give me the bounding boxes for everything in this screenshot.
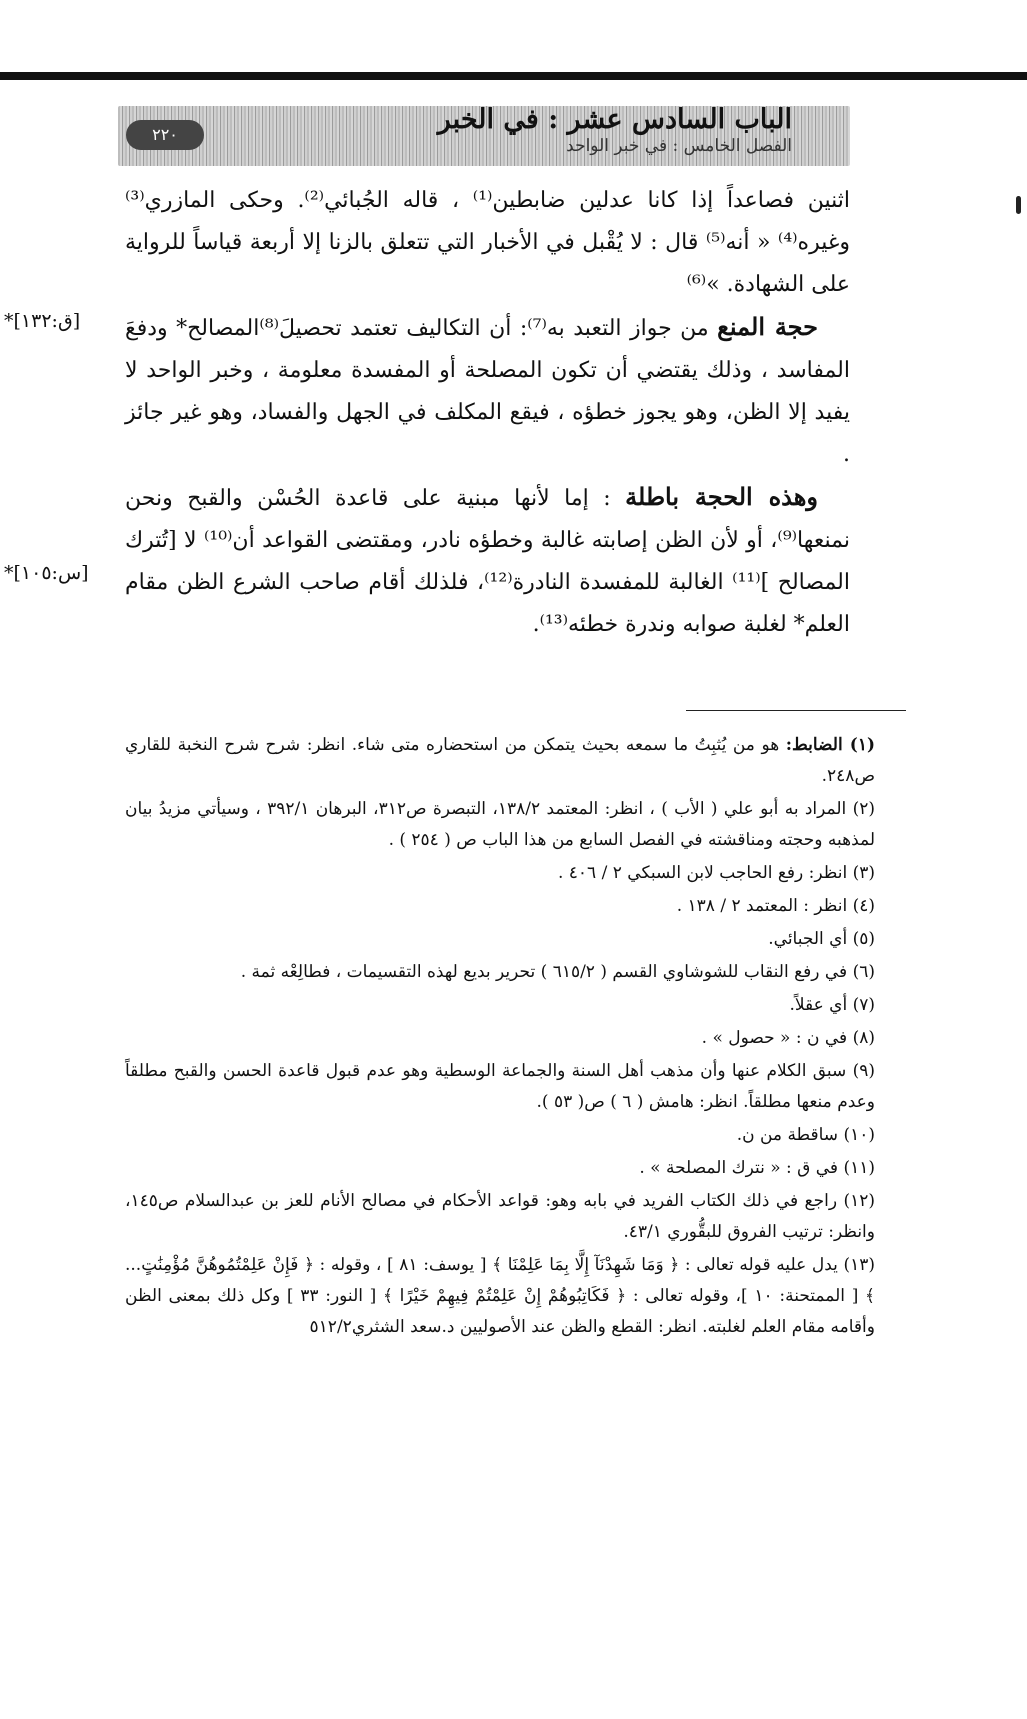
footnote-13: (١٣) يدل عليه قوله تعالى : ﴿ وَمَا شَهِدْنَآ إِلَّا بِمَا عَلِمْنَا ﴾ [ يوسف: ٨١ ] ، وقوله : ﴿ فَإِنْ عَلِمْتُمُوهُنَّ مُؤْمِنَٰتٍ... ﴾ [ الممتحنة: ١٠ ]، وقوله تعالى : ﴿ فَكَاتِبُوهُمْ إِنْ عَلِمْتُمْ فِيهِمْ خَيْرًا ﴾ [ النور: ٣٣ ] وكل ذلك بمعنى الظن وأقامه مقام العلم لغلبته. انظر: القطع والظن عند الأصوليين د.سعد الشثري٥١٢/٢ <box>125 1255 876 1337</box>
footnote-9: (٩) سبق الكلام عنها وأن مذهب أهل السنة والجماعة الوسطية وهو عدم قبول قاعدة الحسن والقبح مطلقاً وعدم منعها مطلقاً. انظر: هامش ( ٦ ) ص( ٥٣ ). <box>125 1061 875 1112</box>
chapter-title: الباب السادس عشر : في الخبر <box>437 104 792 135</box>
footnote-3: (٣) انظر: رفع الحاجب لابن السبكي ٢ / ٤٠٦ . <box>557 863 875 883</box>
margin-mark <box>1016 196 1021 214</box>
footnote-8: (٨) في ن : « حصول » . <box>701 1028 875 1048</box>
paragraph-2-text: من جواز التعبد به⁽⁷⁾: أن التكاليف تعتمد تحصيلَ⁽⁸⁾المصالح* ودفعَ المفاسد ، وذلك يقتضي أن تكون المصلحة أو المفسدة معلومة ، وخبر الواحد لا يفيد إلا الظن، وهو يجوز خطؤه ، فيقع المكلف في الجهل والفساد، وهو غير جائز . <box>125 316 850 467</box>
term-hujjat-almana: حجة المنع <box>717 312 819 341</box>
footnote-12: (١٢) راجع في ذلك الكتاب الفريد في بابه وهو: قواعد الأحكام في مصالح الأنام للعز بن عبدالسلام ص١٤٥، وانظر: ترتيب الفروق للبقُّوري ٤٣/١. <box>125 1191 875 1242</box>
paragraph-2 <box>125 306 850 476</box>
footnotes <box>125 730 875 1345</box>
term-hujja-batila: وهذه الحجة باطلة <box>625 482 818 511</box>
paragraph-1: اثنين فصاعداً إذا كانا عدلين ضابطين⁽¹⁾ ، قاله الجُبائي⁽²⁾. وحكى المازري⁽³⁾ وغيره⁽⁴⁾ « أنه⁽⁵⁾ قال : لا يُقْبل في الأخبار التي تتعلق بالزنا إلا أربعة قياساً للرواية على الشهادة. »⁽⁶⁾ <box>125 188 850 297</box>
footnote-11: (١١) في ق : « نترك المصلحة » . <box>639 1158 875 1178</box>
margin-note-qaf: *[ق:١٣٢] <box>4 310 81 332</box>
footnote-6: (٦) في رفع النقاب للشوشاوي القسم ( ٦١٥/٢ ) تحرير بديع لهذه التقسيمات ، فطالِعْه ثمة . <box>240 962 875 982</box>
top-rule <box>0 72 1027 80</box>
footnote-10: (١٠) ساقطة من ن. <box>736 1125 875 1145</box>
footnote-rule <box>686 710 906 711</box>
paragraph-3 <box>125 476 850 646</box>
footnote-2: (٢) المراد به أبو علي ( الأب ) ، انظر: المعتمد ١٣٨/٢، التبصرة ص٣١٢، البرهان ٣٩٢/١ ، وسيأتي مزيدُ بيان لمذهبه وحجته ومناقشته في الفصل السابع من هذا الباب ص ( ٢٥٤ ) . <box>125 799 876 850</box>
footnote-1-term: (١) الضابط: <box>785 735 875 755</box>
page-number: ٢٢٠ <box>126 120 204 150</box>
margin-note-sin: *[س:١٠٥] <box>4 562 89 584</box>
footnote-4: (٤) انظر : المعتمد ٢ / ١٣٨ . <box>676 896 875 916</box>
main-text <box>125 180 850 646</box>
footnote-7: (٧) أي عقلاً. <box>789 995 875 1015</box>
footnote-5: (٥) أي الجبائي. <box>768 929 875 949</box>
footnote-1-text: هو من يُثبِتُ ما سمعه بحيث يتمكن من استحضاره متى شاء. انظر: شرح شرح النخبة للقاري ص٢٤٨. <box>125 735 875 786</box>
section-title: الفصل الخامس : في خبر الواحد <box>566 136 792 156</box>
paragraph-3-text: : إما لأنها مبنية على قاعدة الحُسْن والقبح ونحن نمنعها⁽⁹⁾، أو لأن الظن إصابته غالبة وخطؤه نادر، ومقتضى القواعد أن⁽¹⁰⁾ لا [تُترك المصالح ]⁽¹¹⁾ الغالبة للمفسدة النادرة⁽¹²⁾، فلذلك أقام صاحب الشرع الظن مقام العلم* لغلبة صوابه وندرة خطئه⁽¹³⁾. <box>125 486 850 637</box>
footnote-1 <box>125 730 875 792</box>
